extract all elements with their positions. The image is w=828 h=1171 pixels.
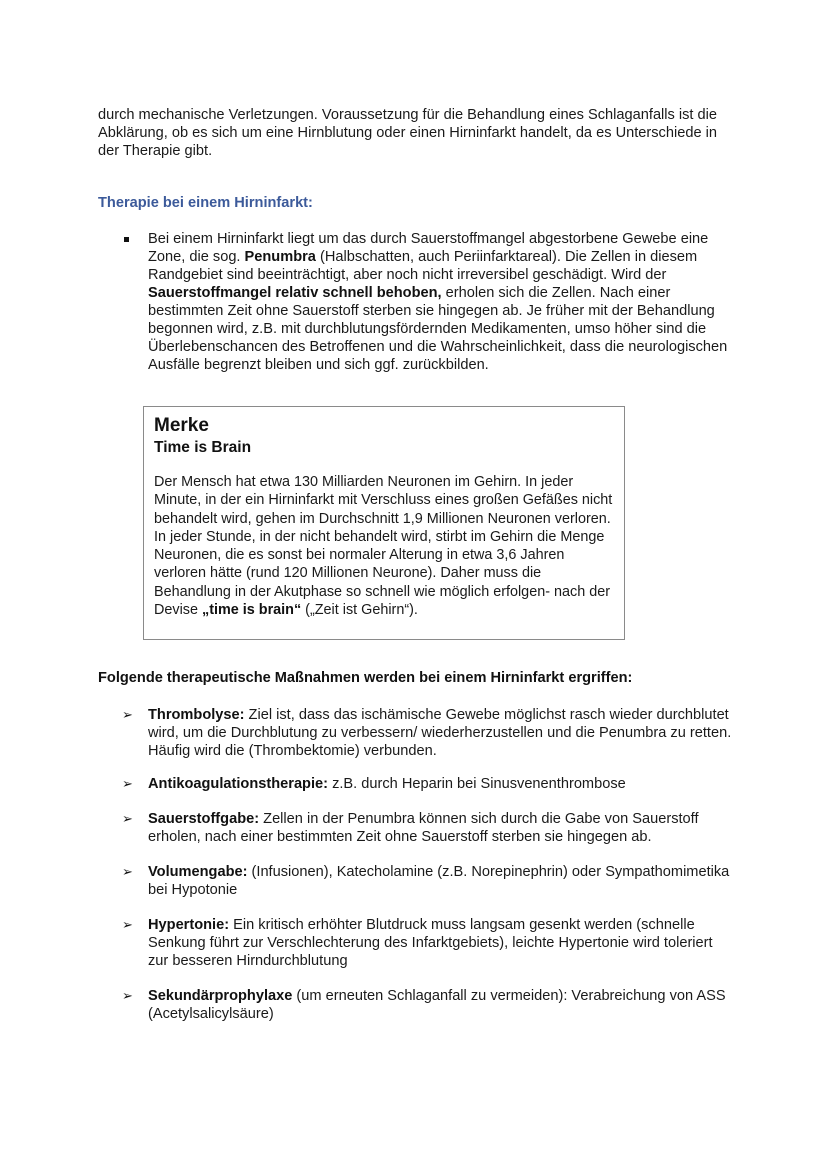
merke-body: Der Mensch hat etwa 130 Milliarden Neuronen im Gehirn. In jeder Minute, in der ein Hirninfarkt mit Verschluss eines großen Gefäßes nicht behandelt wird, gehen im Durchschnitt 1,9 Millionen Neuronen verloren. In jeder Stunde, in der nicht behandelt wird, stirbt im Gehirn die Menge Neuronen, die es sonst bei normaler Alterung in etwa 3,6 Jahren verloren hätte (rund 120 Millionen Neurone). Daher muss die Behandlung in der Akutphase so schnell wie möglich erfolgen- nach der Devise „time is brain“ („Zeit ist Gehirn“).	[154, 474, 613, 619]
time-is-brain-phrase: „time is brain“	[202, 602, 302, 619]
document-page: durch mechanische Verletzungen. Voraussetzung für die Behandlung eines Schlaganfalls ist die Abklärung, ob es sich um eine Hirnblutung oder einen Hirninfarkt handelt, da es Unterschiede in der Therapie gibt. Therapie bei einem Hirninfarkt: Bei einem Hirninfarkt liegt um das durch Sauerstoffmangel abgestorbene Gewebe eine Zone, die sog. Penumbra (Halbschatten, auch Periinfarktareal). Die Zellen in diesem Randgebiet sind beeinträchtigt, aber noch nicht irreversibel geschädigt. Wird der Sauerstoffmangel relativ schnell behoben, erholen sich die Zellen. Nach einer bestimmten Zeit ohne Sauerstoff sterben sie hingegen ab. Je früher mit der Behandlung begonnen wird, z.B. mit durchblutungsfördernden Medikamenten, umso höher sind die Überlebenschancen des Betroffenen und die Wahrscheinlichkeit, dass die neurologischen Ausfälle begrenzt bleiben und sich ggf. zurückbilden. Merke Time is Brain Der Mensch hat etwa 130 Milliarden Neuronen im Gehirn. In jeder Minute, in der ein Hirninfarkt mit Verschluss eines großen Gefäßes nicht behandelt wird, gehen im Durchschnitt 1,9 Millionen Neuronen verloren. In jeder Stunde, in der nicht behandelt wird, stirbt im Gehirn die Menge Neuronen, die es sonst bei normaler Alterung in etwa 3,6 Jahren verloren hätte (rund 120 Millionen Neurone). Daher muss die Behandlung in der Akutphase so schnell wie möglich erfolgen- nach der Devise „time is brain“ („Zeit ist Gehirn“). Folgende therapeutische Maßnahmen werden bei einem Hirninfarkt ergriffen: ➢ Thrombolyse: Ziel ist, dass das ischämische Gewebe möglichst rasch wieder durchblutet wird, um die Durchblutung zu verbessern/ wiederherzustellen und die Penumbra zu retten. Häufig wird die (Thrombektomie) verbunden. ➢ Antikoagulationstherapie: z.B. durch Heparin bei Sinusvenenthrombose ➢ Sauerstoffgabe: Zellen in der Penumbra können sich durch die Gabe von Sauerstoff erholen, nach einer bestimmten Zeit ohne Sauerstoff sterben sie hingegen ab. ➢ Volumengabe: (Infusionen), Katecholamine (z.B. Norepinephrin) oder Sympathomimetika bei Hypotonie ➢ Hypertonie: Ein kritisch erhöhter Blutdruck muss langsam gesenkt werden (schnelle Senkung führt zur Verschlechterung des Infarktgebiets), leichte Hypertonie wird toleriert zur besseren Hirndurchblutung ➢ Sekundärprophylaxe (um erneuten Schlaganfall zu vermeiden): Verabreichung von ASS (Acetylsalicylsäure)	[0, 0, 828, 1171]
heading-massnahmen: Folgende therapeutische Maßnahmen werden bei einem Hirninfarkt ergriffen:	[98, 670, 633, 686]
merke-subtitle: Time is Brain	[154, 439, 252, 456]
arrowhead-bullet-icon: ➢	[122, 811, 133, 826]
arrowhead-bullet-icon: ➢	[122, 917, 133, 932]
square-bullet-icon	[124, 237, 129, 242]
penumbra-bullet-text: Bei einem Hirninfarkt liegt um das durch Sauerstoffmangel abgestorbene Gewebe eine Zone, die sog. Penumbra (Halbschatten, auch Periinfarktareal). Die Zellen in diesem Randgebiet sind beeinträchtigt, aber noch nicht irreversibel geschädigt. Wird der Sauerstoffmangel relativ schnell behoben, erholen sich die Zellen. Nach einer bestimmten Zeit ohne Sauerstoff sterben sie hingegen ab. Je früher mit der Behandlung begonnen wird, z.B. mit durchblutungsfördernden Medikamenten, umso höher sind die Überlebenschancen des Betroffenen und die Wahrscheinlichkeit, dass die neurologischen Ausfälle begrenzt bleiben und sich ggf. zurückbilden.	[148, 231, 728, 373]
term-sauerstoffmangel: Sauerstoffmangel relativ schnell behoben,	[148, 285, 442, 301]
arrowhead-bullet-icon: ➢	[122, 864, 133, 879]
arrowhead-bullet-icon: ➢	[122, 776, 133, 791]
heading-therapie-hirninfarkt: Therapie bei einem Hirninfarkt:	[98, 195, 313, 211]
arrowhead-bullet-icon: ➢	[122, 707, 133, 722]
term-penumbra: Penumbra	[244, 249, 316, 265]
intro-paragraph: durch mechanische Verletzungen. Voraussetzung für die Behandlung eines Schlaganfalls ist die Abklärung, ob es sich um eine Hirnblutung oder einen Hirninfarkt handelt, da es Unterschiede in der Therapie gibt.	[98, 107, 718, 159]
arrowhead-bullet-icon: ➢	[122, 988, 133, 1003]
merke-title: Merke	[154, 415, 209, 436]
merke-box	[143, 406, 625, 640]
